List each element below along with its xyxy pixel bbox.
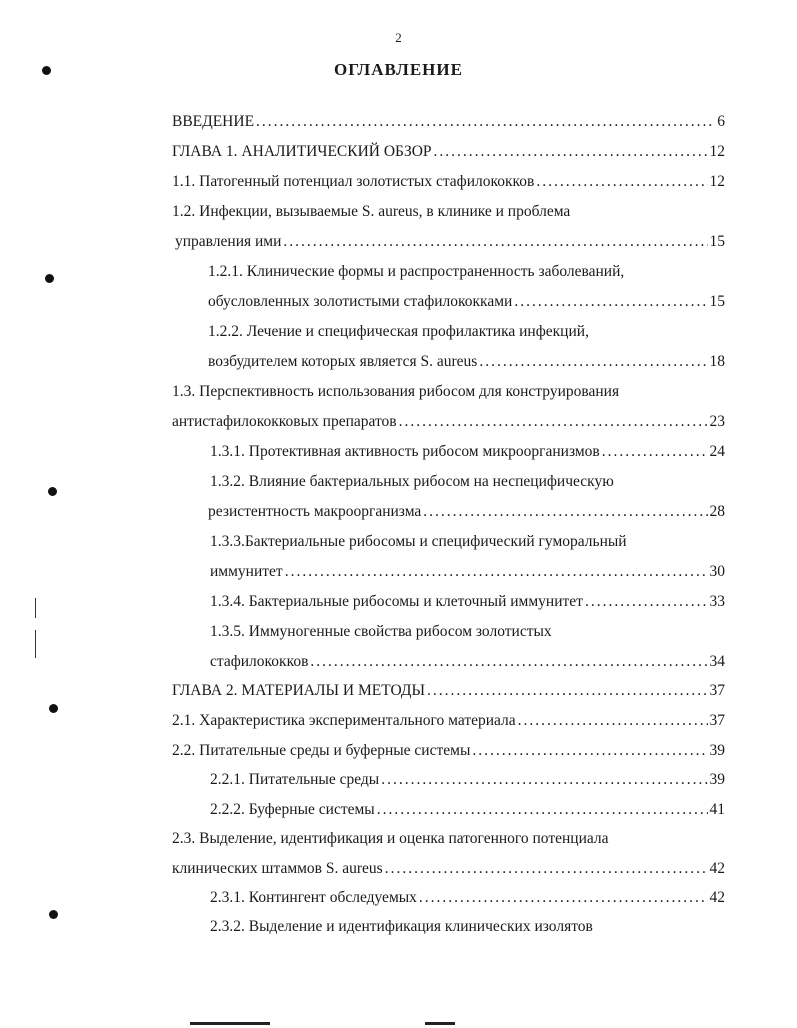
toc-entry-text: ГЛАВА 1. АНАЛИТИЧЕСКИЙ ОБЗОР: [172, 143, 432, 160]
toc-entry-2-1: [172, 707, 725, 735]
toc-entry-2-2-2: [210, 796, 725, 824]
toc-entry-page: 23: [709, 413, 725, 430]
toc-entry-text: ГЛАВА 2. МАТЕРИАЛЫ И МЕТОДЫ: [172, 682, 425, 699]
punch-hole: [42, 66, 51, 75]
toc-entry-1-2-line2: [175, 228, 725, 256]
scan-mark: [190, 1022, 270, 1025]
scan-mark: [425, 1022, 455, 1025]
toc-entry-1-3-3-line2: [210, 558, 725, 586]
toc-entry-2-3-line1: 2.3. Выделение, идентификация и оценка патогенного потенциала: [172, 830, 609, 847]
toc-entry-1-2-1-line1: 1.2.1. Клинические формы и распространенность заболеваний,: [208, 263, 625, 280]
toc-leader-dots: [399, 408, 708, 436]
toc-entry-page: 18: [709, 353, 725, 370]
toc-entry-text: 2.2.2. Буферные системы: [210, 801, 375, 818]
toc-entry-1-3-line2: [172, 408, 725, 436]
toc-entry-text: клинических штаммов S. aureus: [172, 860, 383, 877]
toc-entry-1-2-line1: 1.2. Инфекции, вызываемые S. aureus, в клинике и проблема: [172, 203, 571, 220]
toc-entry-page: 37: [709, 682, 725, 699]
toc-leader-dots: [381, 766, 707, 794]
toc-leader-dots: [536, 168, 707, 196]
toc-entry-1-2-2-line2: [208, 348, 725, 376]
toc-entry-1-3-5-line1: 1.3.5. Иммуногенные свойства рибосом золотистых: [210, 623, 552, 640]
toc-entry-page: 12: [709, 143, 725, 160]
toc-entry-page: 24: [709, 443, 725, 460]
toc-entry-1-2-1-line2: [208, 288, 725, 316]
toc-entry-1-3-5-line2: [210, 648, 725, 676]
toc-entry-text: антистафилококковых препаратов: [172, 413, 397, 430]
toc-entry-page: 30: [709, 563, 725, 580]
toc-entry-text: резистентность макроорганизма: [208, 503, 422, 520]
page-number: 2: [395, 30, 402, 45]
toc-leader-dots: [283, 228, 707, 256]
toc-leader-dots: [310, 648, 707, 676]
toc-entry-page: 41: [709, 801, 725, 818]
toc-entry-1-3-1: [210, 438, 725, 466]
toc-entry-introduction: [172, 108, 725, 136]
toc-entry-1-3-4: [210, 588, 725, 616]
toc-leader-dots: [385, 855, 708, 883]
toc-entry-page: 34: [709, 653, 725, 670]
page-title: ОГЛАВЛЕНИЕ: [334, 60, 463, 79]
toc-entry-page: 6: [717, 113, 725, 130]
toc-leader-dots: [602, 438, 708, 466]
toc-entry-page: 39: [709, 742, 725, 759]
toc-entry-page: 39: [709, 771, 725, 788]
toc-leader-dots: [514, 288, 707, 316]
punch-hole: [45, 274, 54, 283]
toc-entry-page: 37: [709, 712, 725, 729]
toc-entry-2-2-1: [210, 766, 725, 794]
toc-entry-chapter-2: [172, 677, 725, 705]
toc-leader-dots: [419, 884, 708, 912]
toc-entry-page: 15: [709, 233, 725, 250]
toc-entry-1-3-2-line2: [208, 498, 725, 526]
toc-entry-text: 1.3.4. Бактериальные рибосомы и клеточный иммунитет: [210, 593, 583, 610]
toc-entry-page: 42: [709, 860, 725, 877]
toc-entry-text: ВВЕДЕНИЕ: [172, 113, 255, 130]
toc-entry-page: 33: [709, 593, 725, 610]
toc-entry-text: 1.1. Патогенный потенциал золотистых стафилококков: [172, 173, 535, 190]
toc-leader-dots: [285, 558, 708, 586]
toc-leader-dots: [256, 108, 715, 136]
toc-entry-1-2-2-line1: 1.2.2. Лечение и специфическая профилактика инфекций,: [208, 323, 589, 340]
toc-leader-dots: [434, 138, 708, 166]
toc-entry-2-3-2: 2.3.2. Выделение и идентификация клинических изолятов: [210, 918, 593, 935]
toc-entry-chapter-1: [172, 138, 725, 166]
toc-entry-2-2: [172, 737, 725, 765]
toc-leader-dots: [518, 707, 708, 735]
scan-mark: [35, 598, 36, 618]
toc-entry-text: 2.2.1. Питательные среды: [210, 771, 380, 788]
toc-entry-text: управления ими: [175, 233, 282, 250]
toc-entry-text: 1.3.1. Протективная активность рибосом микроорганизмов: [210, 443, 600, 460]
punch-hole: [49, 704, 58, 713]
scan-mark: [35, 630, 36, 658]
toc-entry-text: 2.2. Питательные среды и буферные системы: [172, 742, 471, 759]
punch-hole: [48, 487, 57, 496]
toc-entry-text: обусловленных золотистыми стафилококками: [208, 293, 513, 310]
toc-leader-dots: [585, 588, 708, 616]
toc-leader-dots: [472, 737, 707, 765]
toc-leader-dots: [423, 498, 707, 526]
toc-entry-page: 12: [709, 173, 725, 190]
toc-entry-1-3-2-line1: 1.3.2. Влияние бактериальных рибосом на неспецифическую: [210, 473, 614, 490]
punch-hole: [49, 910, 58, 919]
toc-entry-text: стафилококков: [210, 653, 309, 670]
toc-entry-1-3-3-line1: 1.3.3.Бактериальные рибосомы и специфический гуморальный: [210, 533, 627, 550]
toc-entry-page: 28: [709, 503, 725, 520]
toc-entry-2-3-line2: [172, 855, 725, 883]
toc-entry-text: 2.3.1. Контингент обследуемых: [210, 889, 417, 906]
toc-entry-page: 42: [709, 889, 725, 906]
toc-entry-page: 15: [709, 293, 725, 310]
toc-leader-dots: [377, 796, 708, 824]
toc-entry-2-3-1: [210, 884, 725, 912]
toc-entry-1-3-line1: 1.3. Перспективность использования рибосом для конструирования: [172, 383, 620, 400]
toc-leader-dots: [479, 348, 707, 376]
toc-entry-text: 2.1. Характеристика экспериментального материала: [172, 712, 516, 729]
toc-entry-1-1: [172, 168, 725, 196]
toc-leader-dots: [427, 677, 708, 705]
toc-entry-text: иммунитет: [210, 563, 283, 580]
toc-entry-text: возбудителем которых является S. aureus: [208, 353, 478, 370]
